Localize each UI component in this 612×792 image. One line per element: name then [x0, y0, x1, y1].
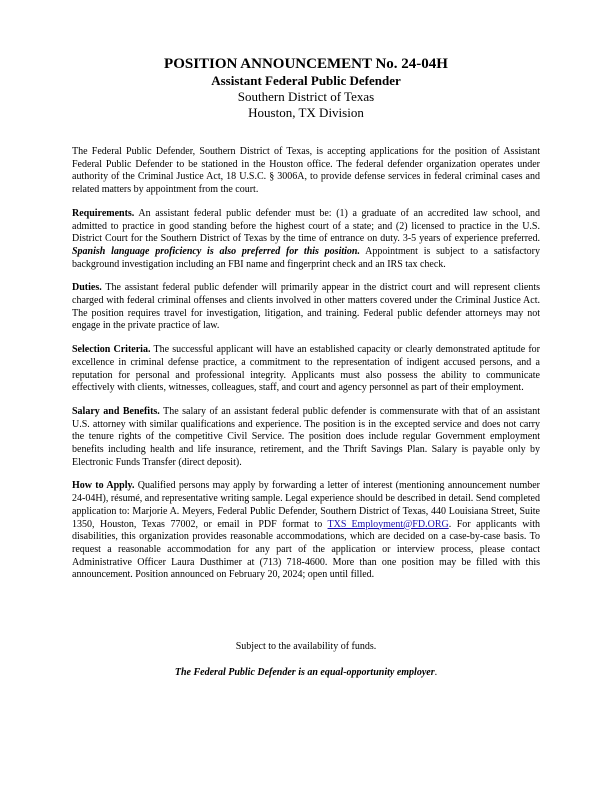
announcement-header [0, 56, 612, 121]
selection-heading: Selection Criteria. [72, 344, 151, 356]
apply-paragraph [72, 480, 540, 582]
selection-paragraph [72, 344, 540, 395]
requirements-text-2: Appointment is subject to a satisfactory background investigation including an FBI name and fingerprint check and an IRS tax check. [72, 245, 540, 270]
division-name: Houston, TX Division [248, 105, 364, 120]
duties-paragraph [72, 282, 540, 333]
funds-note: Subject to the availability of funds. [235, 641, 377, 652]
salary-text: The salary of an assistant federal public defender is commensurate with that of an assistant U.S. attorney with similar qualifications and experience. The position is in the excepted service and does not carry the tenure rights of the competitive Civil Service. The position does include regular Government employment benefits including health and life insurance, retirement, and the Thrift Savings Plan. Salary is payable only by Electronic Funds Transfer (direct deposit). [72, 405, 540, 468]
requirements-text: An assistant federal public defender must be: (1) a graduate of an accredited law school, and admitted to practice in good standing before the highest court of a state; and (2) licensed to practice in the U.S. District Court for the Southern District of Texas by the time of entrance on duty. 3-5 years of experience preferred. [72, 207, 540, 245]
eeo-text: The Federal Public Defender is an equal-opportunity employer [174, 667, 435, 678]
apply-text: Qualified persons may apply by forwarding a letter of interest (mentioning announcement number 24-04H), résumé, and representative writing sample. Legal experience should be described in detail. Send completed application to: Marjorie A. Meyers, Federal Public Defender, Southern District of Texas, 440 Louisiana Street, Suite 1350, Houston, Texas 77002, or email in PDF format to [72, 480, 540, 530]
selection-text: The successful applicant will have an established capacity or clearly demonstrated aptitude for excellence in criminal defense practice, a commitment to the representation of indigent accused persons, and a reputation for personal and professional integrity. Applicants must also possess the ability to communicate effectively with clients, witnesses, colleagues, staff, and court and agency personnel as part of their employment. [72, 344, 540, 394]
requirements-heading: Requirements. [72, 207, 135, 219]
requirements-paragraph [72, 208, 540, 272]
salary-heading: Salary and Benefits. [72, 405, 160, 417]
apply-heading: How to Apply. [72, 480, 135, 492]
apply-text-2: . For applicants with disabilities, this organization provides reasonable accommodations, which are decided on a case-by-case basis. To request a reasonable accommodation for any part of the application or interview process, please contact Administrative Officer Laura Dusthimer at (713) 718-4600. More than one position may be filled with this announcement. Position announced on February 20, 2024; open until filled. [72, 518, 540, 581]
email-link[interactable]: TXS_Employment@FD.ORG [327, 518, 449, 530]
salary-paragraph [72, 406, 540, 470]
eeo-statement [72, 667, 540, 680]
eeo-period: . [434, 667, 438, 678]
duties-heading: Duties. [72, 282, 102, 294]
spanish-preference: Spanish language proficiency is also preferred for this position. [72, 245, 360, 257]
announcement-title: POSITION ANNOUNCEMENT No. 24-04H [164, 56, 448, 72]
duties-text: The assistant federal public defender will primarily appear in the district court and will represent clients charged with federal criminal offenses and clients involved in other matters covered under the Criminal Justice Act. The position requires travel for investigation, litigation, and training. Federal public defender attorneys may not engage in the private practice of law. [72, 282, 540, 332]
district-name: Southern District of Texas [237, 89, 375, 104]
position-title: Assistant Federal Public Defender [211, 73, 401, 88]
intro-paragraph: The Federal Public Defender, Southern District of Texas, is accepting applications for the position of Assistant Federal Public Defender to be stationed in the Houston office. The federal defender organization operates under authority of the Criminal Justice Act, 18 U.S.C. § 3006A, to provide defense services in federal criminal cases and related matters by appointment from the court. [72, 146, 540, 196]
announcement-body [72, 146, 540, 593]
